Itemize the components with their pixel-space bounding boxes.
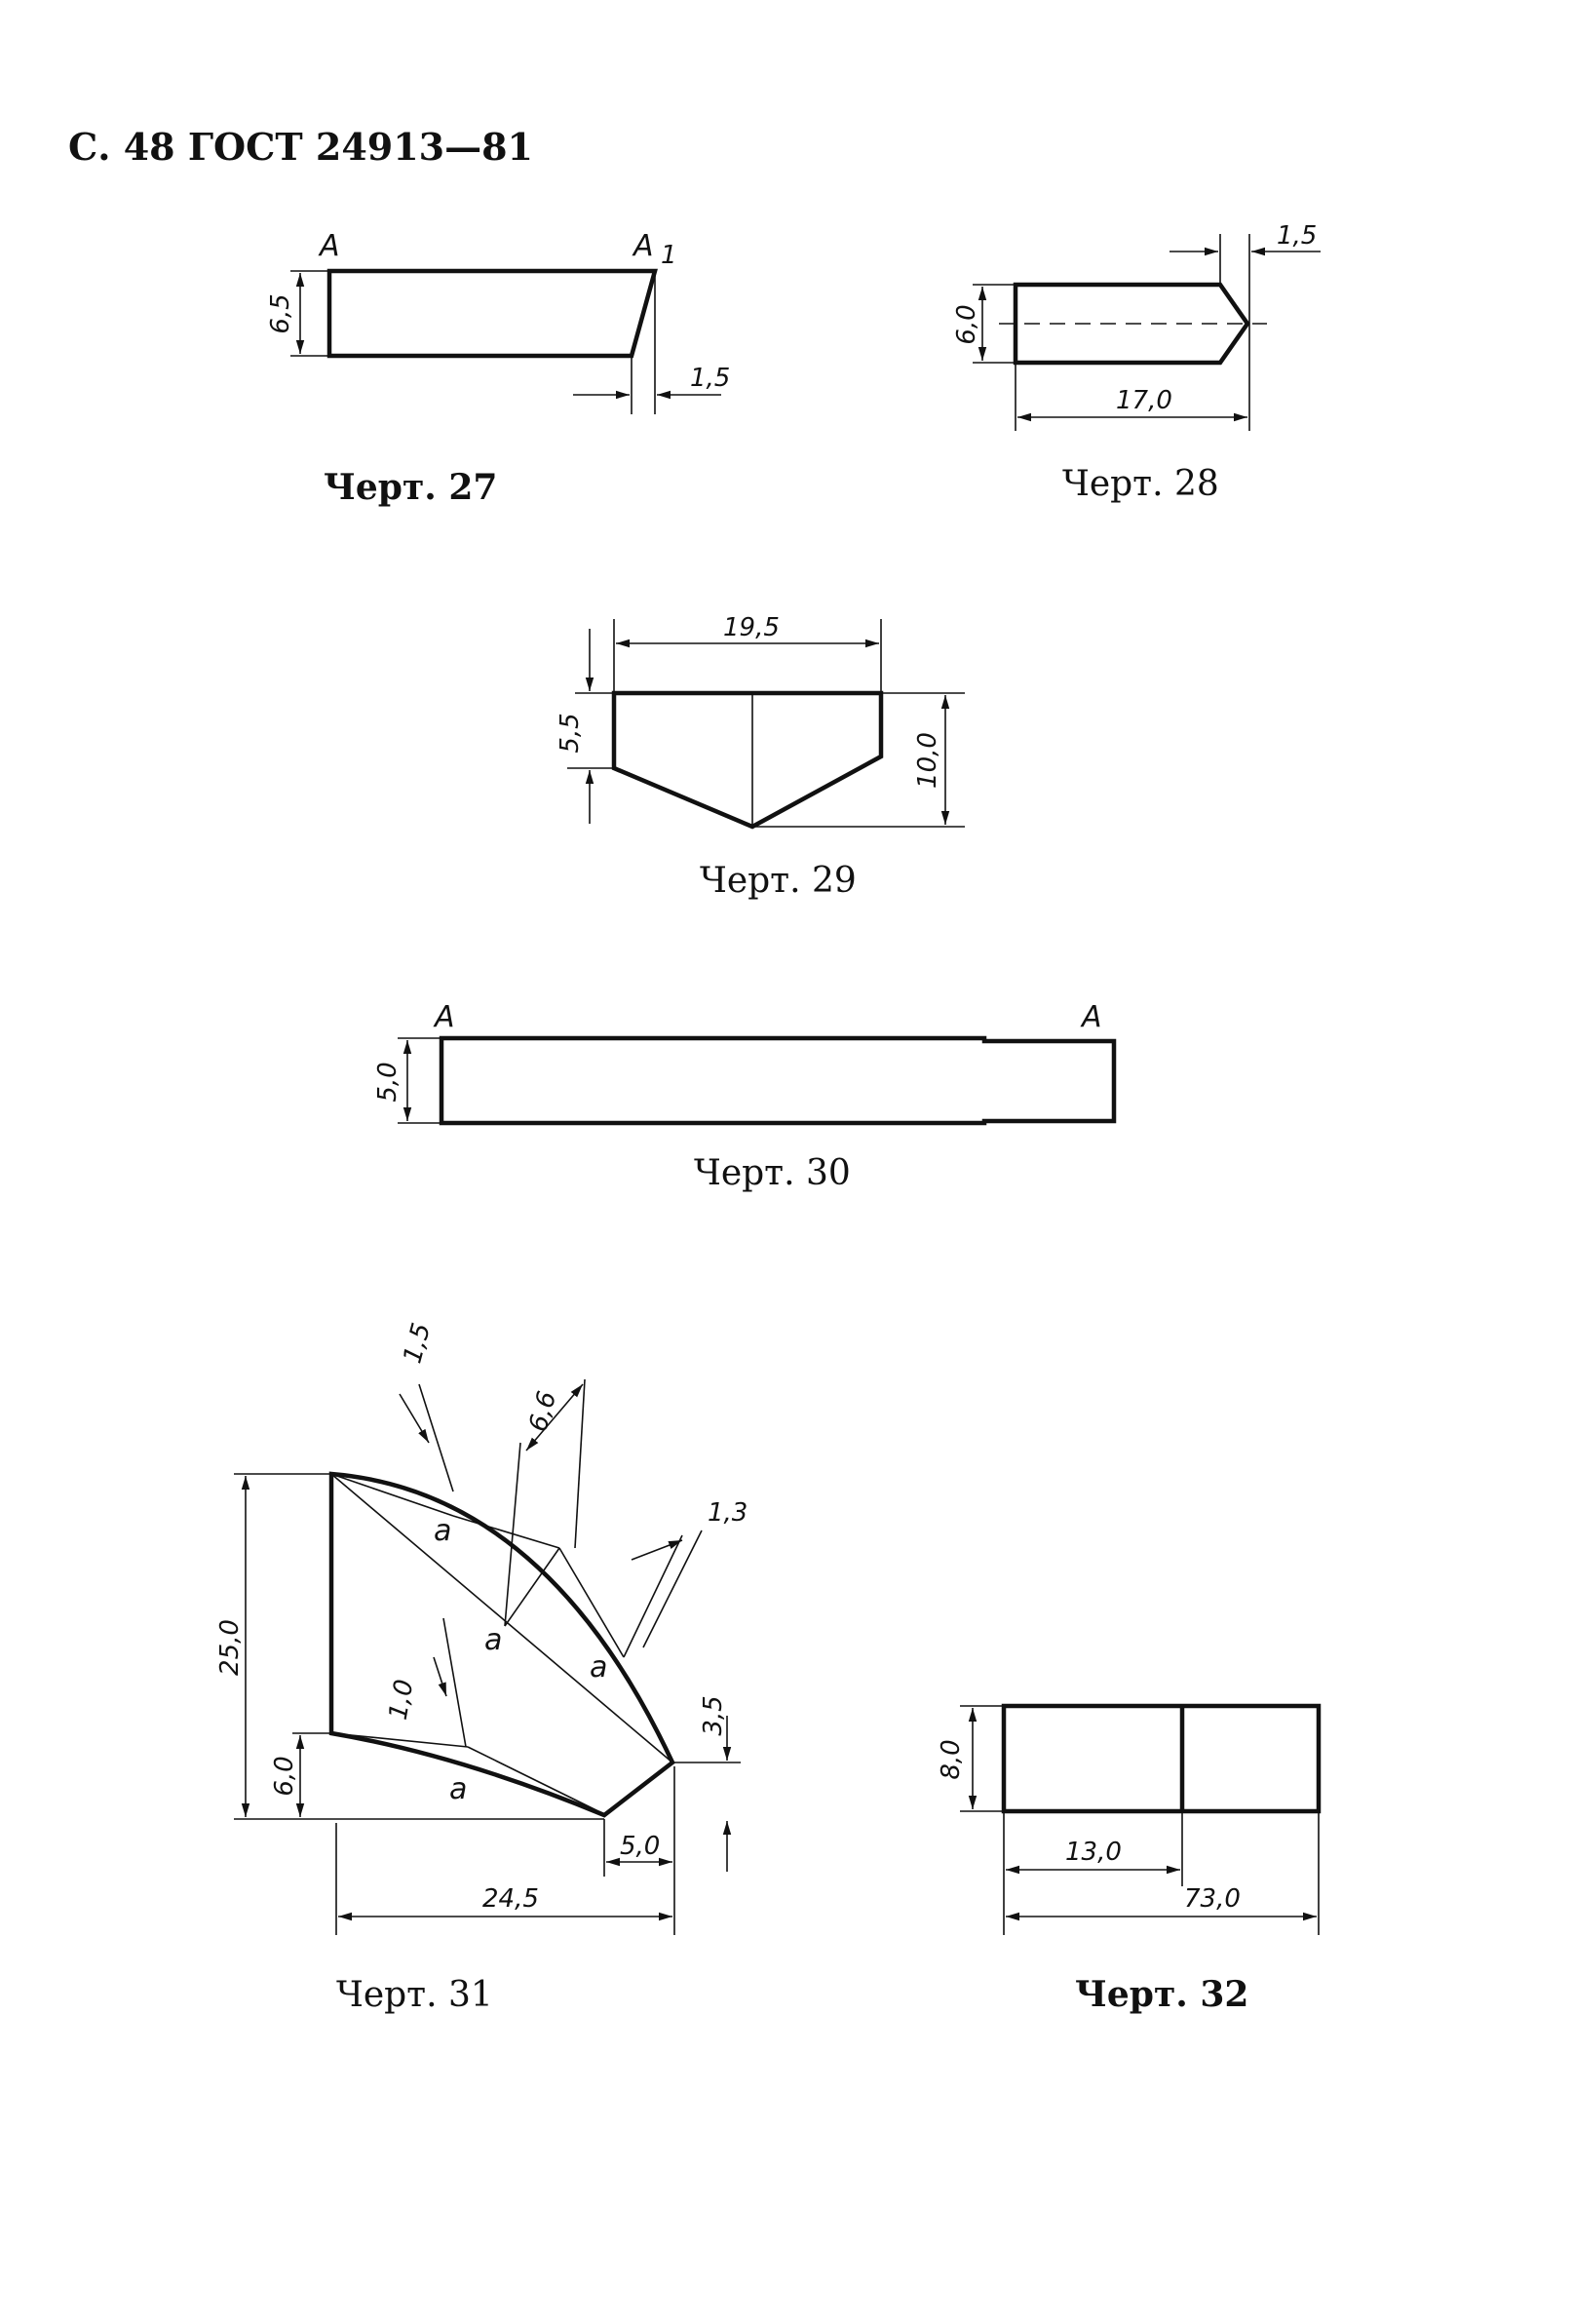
fig28-dim-length: 17,0 [1116, 386, 1172, 415]
fig31-label-a-3: a [590, 1650, 608, 1685]
fig29-dim-width: 19,5 [723, 613, 780, 642]
fig28-dim-height: 6,0 [952, 304, 981, 345]
fig31-dim-left: 6,0 [270, 1756, 299, 1797]
fig31-dim-bottom: 5,0 [620, 1832, 661, 1861]
fig30-outline [441, 1038, 1114, 1123]
fig29-outline [614, 693, 881, 827]
fig32-outline [1004, 1706, 1319, 1811]
fig27-caption: Черт. 27 [324, 467, 498, 508]
fig27-dim-height: 6,5 [266, 293, 295, 334]
page-header: С. 48 ГОСТ 24913—81 [68, 125, 533, 169]
fig31-label-a-2: a [484, 1623, 503, 1657]
fig29-dim-height: 10,0 [913, 732, 942, 789]
fig31-label-a-1: a [434, 1514, 452, 1548]
fig29-caption: Черт. 29 [700, 861, 857, 901]
fig27-label-a: A [320, 229, 340, 263]
figure-29 [556, 613, 965, 901]
fig28-caption: Черт. 28 [1062, 464, 1219, 504]
fig30-label-a-right: A [1082, 1000, 1102, 1034]
fig28-dim-tip: 1,5 [1277, 221, 1318, 251]
fig31-dim-b: 6,6 [523, 1388, 563, 1435]
fig31-dim-right: 3,5 [699, 1695, 728, 1736]
fig27-outline [329, 271, 655, 356]
fig31-dim-a: 1,5 [398, 1320, 438, 1367]
fig31-dim-height: 25,0 [215, 1619, 245, 1676]
fig32-dim-length: 73,0 [1184, 1884, 1241, 1914]
fig32-dim-half: 13,0 [1065, 1838, 1122, 1867]
fig31-label-a-4: a [449, 1772, 468, 1806]
fig30-dim-height: 5,0 [373, 1062, 403, 1103]
fig31-caption: Черт. 31 [336, 1975, 493, 2015]
fig31-dim-d: 1,0 [383, 1677, 420, 1723]
figure-31 [215, 1320, 748, 2015]
figure-32 [937, 1706, 1319, 2015]
fig27-label-a1-sub: 1 [661, 241, 677, 270]
fig31-dim-width: 24,5 [482, 1884, 539, 1914]
fig31-dim-c: 1,3 [708, 1498, 748, 1528]
fig32-caption: Черт. 32 [1075, 1974, 1249, 2015]
fig32-dim-height: 8,0 [937, 1739, 966, 1780]
fig27-label-a1: A [633, 229, 654, 263]
figure-30 [373, 1000, 1114, 1193]
fig30-caption: Черт. 30 [694, 1153, 851, 1193]
figure-27 [266, 229, 730, 508]
figure-28 [952, 221, 1321, 504]
fig30-label-a: A [435, 1000, 455, 1034]
fig27-dim-offset: 1,5 [690, 364, 731, 393]
fig29-dim-side: 5,5 [556, 713, 585, 754]
